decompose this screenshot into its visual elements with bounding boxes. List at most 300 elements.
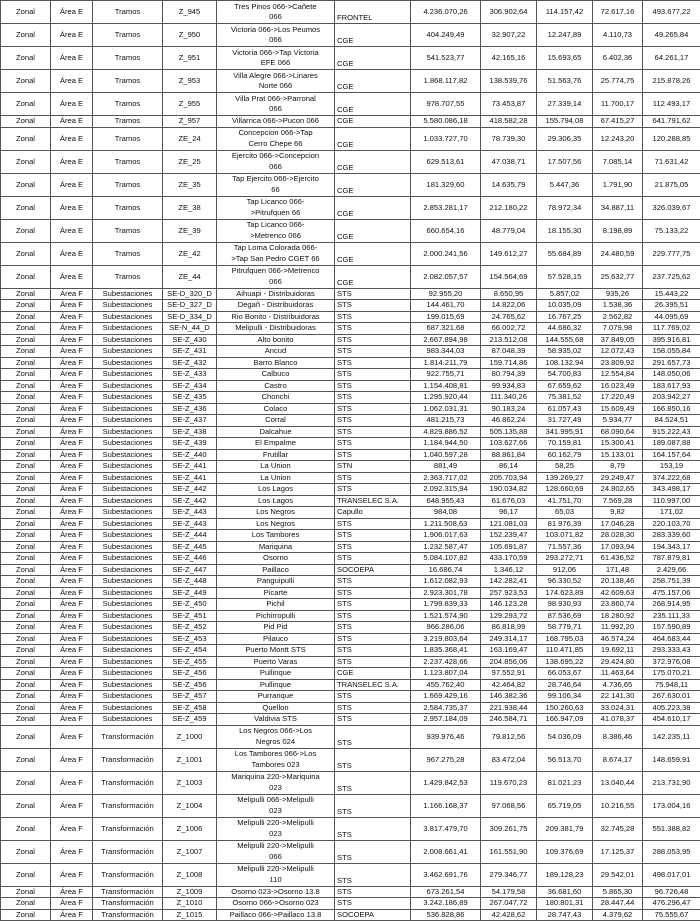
cell-value-2: 505.135,88	[481, 426, 537, 438]
cell-code: Z_1009	[163, 886, 217, 898]
cell-type: Subestaciones	[93, 334, 163, 346]
cell-system: Zonal	[1, 909, 51, 921]
cell-value-2: 61.676,03	[481, 495, 537, 507]
cell-value-3: 138.695,22	[537, 656, 593, 668]
cell-value-3: 18.155,30	[537, 219, 593, 242]
cell-value-4: 6.402,36	[593, 47, 643, 70]
cell-value-2: 246.584,71	[481, 714, 537, 726]
cell-system: Zonal	[1, 380, 51, 392]
cell-value-5: 293.333,43	[643, 645, 700, 657]
cell-company: STS	[335, 369, 411, 381]
table-row	[1, 725, 700, 748]
cell-value-3: 144.555,68	[537, 334, 593, 346]
table-row	[1, 794, 700, 817]
cell-company: CGE	[335, 24, 411, 47]
cell-value-1: 541.523,77	[411, 47, 481, 70]
cell-area: Área E	[51, 24, 93, 47]
table-row	[1, 714, 700, 726]
cell-value-3: 56.513,70	[537, 748, 593, 771]
cell-system: Zonal	[1, 886, 51, 898]
table-row	[1, 357, 700, 369]
cell-value-4: 8.386,46	[593, 725, 643, 748]
cell-type: Subestaciones	[93, 369, 163, 381]
cell-value-4: 41.078,37	[593, 714, 643, 726]
cell-value-3: 70.159,81	[537, 438, 593, 450]
cell-value-3: 139.269,27	[537, 472, 593, 484]
table-row	[1, 334, 700, 346]
cell-area: Área F	[51, 702, 93, 714]
cell-system: Zonal	[1, 495, 51, 507]
table-row	[1, 610, 700, 622]
cell-system: Zonal	[1, 24, 51, 47]
cell-value-3: 54.036,09	[537, 725, 593, 748]
cell-type: Tramos	[93, 219, 163, 242]
cell-area: Área F	[51, 714, 93, 726]
cell-value-5: 551.388,82	[643, 817, 700, 840]
cell-value-1: 3.242.186,89	[411, 898, 481, 910]
cell-value-5: 215.878,26	[643, 70, 700, 93]
cell-value-5: 405.223,38	[643, 702, 700, 714]
cell-value-2: 146.123,28	[481, 599, 537, 611]
cell-value-2: 221.938,44	[481, 702, 537, 714]
cell-area: Área F	[51, 323, 93, 335]
cell-value-1: 1.232.587,47	[411, 541, 481, 553]
cell-system: Zonal	[1, 518, 51, 530]
cell-value-4: 12.243,20	[593, 127, 643, 150]
cell-company: SOCOEPA	[335, 564, 411, 576]
cell-system: Zonal	[1, 541, 51, 553]
cell-name: Corral	[217, 415, 335, 427]
cell-code: SE-Z_450	[163, 599, 217, 611]
cell-value-3: 28.747,43	[537, 909, 593, 921]
cell-system: Zonal	[1, 668, 51, 680]
cell-system: Zonal	[1, 300, 51, 312]
cell-company: STS	[335, 576, 411, 588]
cell-system: Zonal	[1, 840, 51, 863]
table-row	[1, 288, 700, 300]
cell-type: Tramos	[93, 1, 163, 24]
cell-name: Rio Bonito - Distribuidoras	[217, 311, 335, 323]
cell-area: Área E	[51, 70, 93, 93]
cell-area: Área F	[51, 817, 93, 840]
cell-company: STS	[335, 599, 411, 611]
cell-type: Subestaciones	[93, 507, 163, 519]
cell-value-2: 418.582,28	[481, 116, 537, 128]
cell-value-2: 213.512,08	[481, 334, 537, 346]
table-row	[1, 24, 700, 47]
cell-value-2: 149.612,27	[481, 242, 537, 265]
cell-type: Tramos	[93, 47, 163, 70]
cell-value-5: 498.017,01	[643, 863, 700, 886]
cell-value-5: 291.657,73	[643, 357, 700, 369]
cell-value-2: 83.472,04	[481, 748, 537, 771]
cell-value-5: 157.590,89	[643, 622, 700, 634]
cell-value-4: 1.791,90	[593, 173, 643, 196]
cell-value-4: 7.079,98	[593, 323, 643, 335]
cell-value-1: 1.799.839,33	[411, 599, 481, 611]
cell-value-3: 150.260,63	[537, 702, 593, 714]
cell-value-1: 1.033.727,70	[411, 127, 481, 150]
cell-value-3: 54.700,83	[537, 369, 593, 381]
cell-value-4: 15.609,49	[593, 403, 643, 415]
cell-value-2: 86,14	[481, 461, 537, 473]
cell-code: Z_1001	[163, 748, 217, 771]
cell-value-3: 28.746,64	[537, 679, 593, 691]
cell-company: STS	[335, 702, 411, 714]
cell-value-3: 168.795,03	[537, 633, 593, 645]
cell-value-4: 23.860,74	[593, 599, 643, 611]
cell-value-2: 96,17	[481, 507, 537, 519]
cell-value-3: 166.947,09	[537, 714, 593, 726]
cell-value-4: 34.887,11	[593, 196, 643, 219]
cell-name: Los Tambores	[217, 530, 335, 542]
cell-value-2: 48.779,04	[481, 219, 537, 242]
cell-value-1: 1.166.168,37	[411, 794, 481, 817]
cell-value-2: 142.282,41	[481, 576, 537, 588]
cell-value-5: 343.498,17	[643, 484, 700, 496]
cell-name: Osorno	[217, 553, 335, 565]
cell-value-2: 138.539,76	[481, 70, 537, 93]
cell-name: Frutillar	[217, 449, 335, 461]
cell-value-5: 148.659,91	[643, 748, 700, 771]
cell-code: SE-Z_431	[163, 346, 217, 358]
cell-value-2: 129.293,72	[481, 610, 537, 622]
cell-system: Zonal	[1, 794, 51, 817]
cell-value-4: 17.125,37	[593, 840, 643, 863]
cell-type: Subestaciones	[93, 553, 163, 565]
cell-company: STS	[335, 541, 411, 553]
cell-name: Pilauco	[217, 633, 335, 645]
cell-value-4: 17.220,49	[593, 392, 643, 404]
cell-code: SE-Z_434	[163, 380, 217, 392]
cell-area: Área F	[51, 461, 93, 473]
cell-value-2: 190.034,82	[481, 484, 537, 496]
cell-company: STS	[335, 886, 411, 898]
cell-value-1: 983.344,03	[411, 346, 481, 358]
cell-type: Subestaciones	[93, 656, 163, 668]
cell-type: Tramos	[93, 24, 163, 47]
cell-company: CGE	[335, 219, 411, 242]
cell-code: SE-Z_451	[163, 610, 217, 622]
cell-name: Tres Pinos 066->Cañete 066	[217, 1, 335, 24]
cell-value-3: 912,06	[537, 564, 593, 576]
cell-value-2: 87.048,39	[481, 346, 537, 358]
cell-type: Tramos	[93, 127, 163, 150]
cell-value-1: 4.829.886,52	[411, 426, 481, 438]
cell-value-1: 3.462.691,76	[411, 863, 481, 886]
cell-system: Zonal	[1, 599, 51, 611]
cell-area: Área F	[51, 633, 93, 645]
cell-code: SE-Z_432	[163, 357, 217, 369]
cell-company: FRONTEL	[335, 1, 411, 24]
cell-value-5: 164.157,64	[643, 449, 700, 461]
cell-company: CGE	[335, 127, 411, 150]
cell-value-1: 2.584.735,37	[411, 702, 481, 714]
cell-name: Dalcahue	[217, 426, 335, 438]
cell-value-3: 67.659,62	[537, 380, 593, 392]
table-row	[1, 656, 700, 668]
cell-system: Zonal	[1, 438, 51, 450]
cell-system: Zonal	[1, 346, 51, 358]
cell-value-3: 57.528,15	[537, 265, 593, 288]
cell-value-5: 148.050,06	[643, 369, 700, 381]
cell-value-2: 159.714,86	[481, 357, 537, 369]
cell-type: Subestaciones	[93, 426, 163, 438]
cell-name: La Union	[217, 472, 335, 484]
cell-code: Z_951	[163, 47, 217, 70]
cell-value-3: 41.751,70	[537, 495, 593, 507]
cell-value-3: 36.681,60	[537, 886, 593, 898]
cell-area: Área E	[51, 219, 93, 242]
cell-value-1: 199.015,69	[411, 311, 481, 323]
cell-value-5: 229.777,75	[643, 242, 700, 265]
cell-value-5: 454.610,17	[643, 714, 700, 726]
cell-name: Melipulli 220->Melipulli 066	[217, 840, 335, 863]
cell-value-5: 237.725,62	[643, 265, 700, 288]
cell-company: CGE	[335, 668, 411, 680]
cell-name: Pid Pid	[217, 622, 335, 634]
cell-area: Área F	[51, 610, 93, 622]
cell-company: STS	[335, 530, 411, 542]
cell-value-4: 5.934,77	[593, 415, 643, 427]
table-row	[1, 196, 700, 219]
cell-area: Área F	[51, 863, 93, 886]
cell-area: Área E	[51, 1, 93, 24]
cell-name: Osorno 066->Osorno 023	[217, 898, 335, 910]
cell-value-3: 58.935,02	[537, 346, 593, 358]
cell-value-2: 80.794,39	[481, 369, 537, 381]
cell-code: SE-Z_441	[163, 461, 217, 473]
cell-company: STS	[335, 380, 411, 392]
cell-value-2: 79.812,56	[481, 725, 537, 748]
cell-area: Área F	[51, 656, 93, 668]
table-row	[1, 564, 700, 576]
cell-value-3: 15.693,65	[537, 47, 593, 70]
cell-value-2: 66.002,72	[481, 323, 537, 335]
cell-value-1: 404.249,49	[411, 24, 481, 47]
cell-code: Z_1004	[163, 794, 217, 817]
cell-value-3: 65.719,05	[537, 794, 593, 817]
cell-value-2: 14.822,06	[481, 300, 537, 312]
cell-value-3: 58,25	[537, 461, 593, 473]
table-row	[1, 484, 700, 496]
cell-system: Zonal	[1, 725, 51, 748]
cell-area: Área F	[51, 495, 93, 507]
cell-value-4: 8.674,17	[593, 748, 643, 771]
cell-area: Área F	[51, 403, 93, 415]
cell-value-2: 86.818,99	[481, 622, 537, 634]
cell-name: Ancud	[217, 346, 335, 358]
cell-value-4: 29.249,47	[593, 472, 643, 484]
cell-system: Zonal	[1, 622, 51, 634]
cell-system: Zonal	[1, 449, 51, 461]
cell-type: Transformación	[93, 863, 163, 886]
table-row	[1, 426, 700, 438]
cell-area: Área F	[51, 576, 93, 588]
cell-value-1: 1.868.117,82	[411, 70, 481, 93]
cell-value-5: 372.976,08	[643, 656, 700, 668]
cell-type: Subestaciones	[93, 541, 163, 553]
cell-type: Transformación	[93, 725, 163, 748]
cell-system: Zonal	[1, 47, 51, 70]
cell-name: Picarte	[217, 587, 335, 599]
cell-name: Villa Prat 066->Parronal 066	[217, 93, 335, 116]
cell-company: CGE	[335, 196, 411, 219]
cell-system: Zonal	[1, 173, 51, 196]
cell-value-2: 90.183,24	[481, 403, 537, 415]
cell-value-5: 153,19	[643, 461, 700, 473]
cell-value-1: 1.669.429,16	[411, 691, 481, 703]
cell-type: Subestaciones	[93, 576, 163, 588]
cell-value-4: 29.424,80	[593, 656, 643, 668]
cell-company: CGE	[335, 70, 411, 93]
cell-value-1: 2.237.428,66	[411, 656, 481, 668]
cell-area: Área E	[51, 242, 93, 265]
cell-code: Z_1007	[163, 840, 217, 863]
cell-area: Área F	[51, 886, 93, 898]
cell-value-5: 464.683,44	[643, 633, 700, 645]
cell-code: SE-Z_449	[163, 587, 217, 599]
cell-value-3: 180.801,31	[537, 898, 593, 910]
cell-company: STS	[335, 357, 411, 369]
cell-value-4: 8,79	[593, 461, 643, 473]
cell-name: Puerto Varas	[217, 656, 335, 668]
cell-type: Transformación	[93, 794, 163, 817]
cell-type: Transformación	[93, 840, 163, 863]
cell-value-1: 2.000.241,56	[411, 242, 481, 265]
cell-area: Área E	[51, 173, 93, 196]
cell-value-5: 120.288,85	[643, 127, 700, 150]
cell-area: Área F	[51, 438, 93, 450]
cell-company: STS	[335, 771, 411, 794]
cell-name: Calbuco	[217, 369, 335, 381]
cell-value-5: 258.751,39	[643, 576, 700, 588]
cell-code: SE-Z_456	[163, 668, 217, 680]
cell-code: SE-D_327_D	[163, 300, 217, 312]
cell-value-4: 7.569,28	[593, 495, 643, 507]
cell-system: Zonal	[1, 507, 51, 519]
cell-type: Subestaciones	[93, 622, 163, 634]
cell-value-2: 97.552,91	[481, 668, 537, 680]
cell-code: SE-Z_448	[163, 576, 217, 588]
cell-name: Colaco	[217, 403, 335, 415]
cell-value-5: 787.879,81	[643, 553, 700, 565]
cell-code: SE-Z_446	[163, 553, 217, 565]
cell-value-1: 1.521.574,90	[411, 610, 481, 622]
cell-type: Subestaciones	[93, 668, 163, 680]
cell-company: CGE	[335, 47, 411, 70]
cell-code: SE-N_44_D	[163, 323, 217, 335]
cell-value-5: 175.070,21	[643, 668, 700, 680]
table-row	[1, 300, 700, 312]
cell-value-5: 26.395,51	[643, 300, 700, 312]
cell-name: Pichil	[217, 599, 335, 611]
cell-area: Área F	[51, 415, 93, 427]
cell-value-2: 433.170,59	[481, 553, 537, 565]
cell-company: CGE	[335, 173, 411, 196]
cell-company: STS	[335, 346, 411, 358]
cell-type: Tramos	[93, 173, 163, 196]
cell-type: Subestaciones	[93, 403, 163, 415]
cell-value-1: 4.236.070,26	[411, 1, 481, 24]
cell-value-1: 2.923.301,78	[411, 587, 481, 599]
cell-name: Paillaco 066->Paillaco 13.8	[217, 909, 335, 921]
cell-value-2: 249.314,17	[481, 633, 537, 645]
cell-company: STS	[335, 438, 411, 450]
cell-name: Mariquina 220->Mariquina 023	[217, 771, 335, 794]
cell-value-3: 81.021,23	[537, 771, 593, 794]
cell-value-4: 24.480,59	[593, 242, 643, 265]
cell-value-4: 19.692,11	[593, 645, 643, 657]
cell-value-2: 267.047,72	[481, 898, 537, 910]
table-row	[1, 576, 700, 588]
cell-area: Área F	[51, 553, 93, 565]
table-row	[1, 346, 700, 358]
cell-value-5: 110.997,00	[643, 495, 700, 507]
cell-value-1: 5.580.086,18	[411, 116, 481, 128]
cell-area: Área F	[51, 288, 93, 300]
cell-value-3: 31.727,49	[537, 415, 593, 427]
cell-code: SE-Z_455	[163, 656, 217, 668]
table-row	[1, 369, 700, 381]
cell-area: Área F	[51, 369, 93, 381]
cell-value-4: 15.300,41	[593, 438, 643, 450]
cell-company: STS	[335, 587, 411, 599]
cell-area: Área F	[51, 300, 93, 312]
cell-value-3: 341.995,91	[537, 426, 593, 438]
cell-area: Área F	[51, 679, 93, 691]
cell-system: Zonal	[1, 403, 51, 415]
table-row	[1, 599, 700, 611]
cell-type: Tramos	[93, 116, 163, 128]
cell-value-5: 475.157,06	[643, 587, 700, 599]
table-row	[1, 1, 700, 24]
cell-name: Melipulli 220->Melipulli 023	[217, 817, 335, 840]
cell-value-4: 61.436,52	[593, 553, 643, 565]
table-row	[1, 541, 700, 553]
cell-company: CGE	[335, 242, 411, 265]
cell-area: Área E	[51, 116, 93, 128]
cell-code: SE-Z_435	[163, 392, 217, 404]
cell-system: Zonal	[1, 748, 51, 771]
cell-system: Zonal	[1, 70, 51, 93]
cell-name: Victoria 066->Tap Victoria EFE 066	[217, 47, 335, 70]
cell-company: CGE	[335, 265, 411, 288]
cell-company: STS	[335, 300, 411, 312]
cell-area: Área F	[51, 380, 93, 392]
table-row	[1, 472, 700, 484]
cell-value-4: 12.554,84	[593, 369, 643, 381]
cell-company: STS	[335, 334, 411, 346]
cell-value-2: 152.239,47	[481, 530, 537, 542]
cell-name: Los Tambores 066->Los Tambores 023	[217, 748, 335, 771]
cell-name: Pullinque	[217, 668, 335, 680]
cell-value-4: 15.133,01	[593, 449, 643, 461]
cell-code: SE-Z_437	[163, 415, 217, 427]
cell-value-3: 155.794,08	[537, 116, 593, 128]
cell-value-5: 71.631,42	[643, 150, 700, 173]
cell-value-2: 121.081,03	[481, 518, 537, 530]
cell-name: Aihuapi - Distribuidoras	[217, 288, 335, 300]
cell-name: Mariquina	[217, 541, 335, 553]
cell-area: Área F	[51, 587, 93, 599]
cell-system: Zonal	[1, 93, 51, 116]
cell-code: SE-D_334_D	[163, 311, 217, 323]
table-row	[1, 668, 700, 680]
cell-company: STS	[335, 288, 411, 300]
cell-value-3: 17.507,56	[537, 150, 593, 173]
cell-type: Subestaciones	[93, 392, 163, 404]
